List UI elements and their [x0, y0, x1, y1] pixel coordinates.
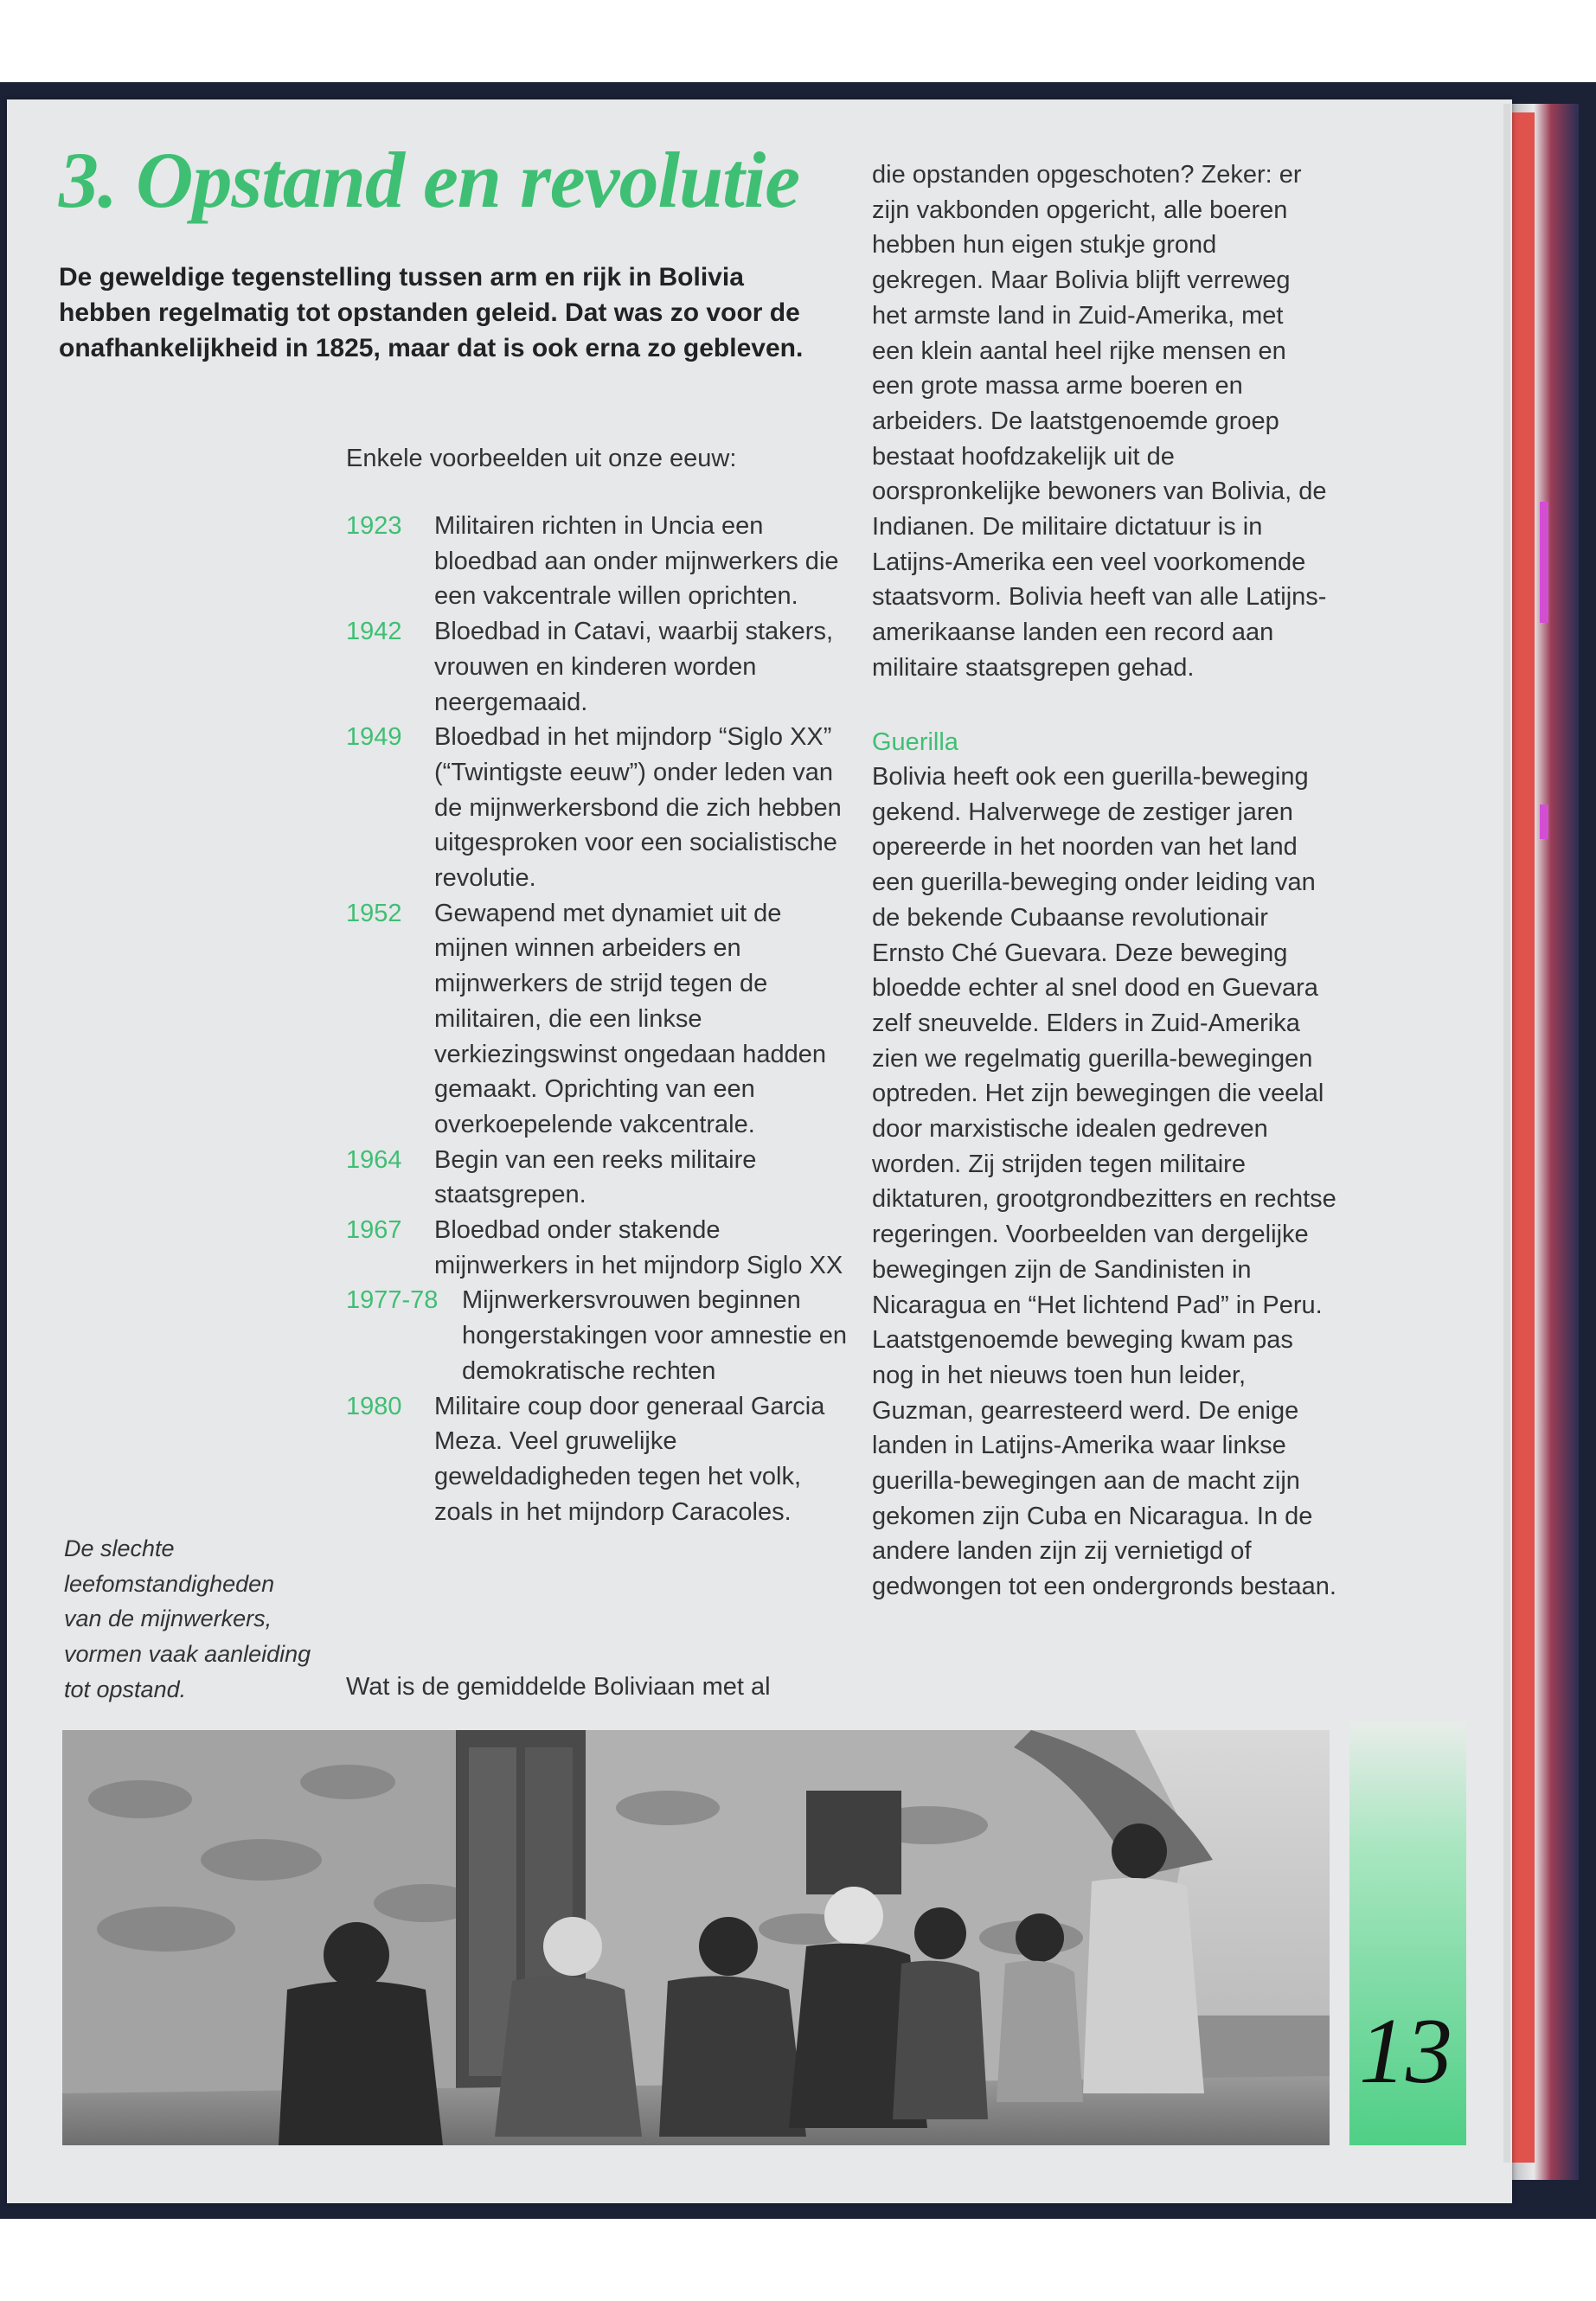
intro-paragraph: De geweldige tegenstelling tussen arm en rijk in Bolivia hebben regelmatig tot opstanden geleid. Dat was zo voor de onafhankelijkheid in 1825, maar dat is ook erna zo gebleven.	[59, 263, 804, 362]
miners-photo-illustration	[62, 1730, 1330, 2145]
page-edge-tab	[1540, 804, 1548, 839]
miners-photo	[62, 1730, 1330, 2145]
event-text: Bloedbad in Catavi, waarbij stakers, vrouwen en kinderen worden neergemaaid.	[434, 618, 834, 716]
event-text: Begin van een reeks militaire staatsgrepen.	[434, 1145, 757, 1209]
photo-caption: De slechte leefomstandigheden van de mijnwerkers, vormen vaak aanleiding tot opstand.	[64, 1535, 311, 1702]
closing-line: Wat is de gemiddelde Boliviaan met al	[346, 1673, 771, 1701]
event-year: 1964	[346, 1145, 402, 1174]
event-year: 1967	[346, 1216, 402, 1245]
section-heading-guerilla: Guerilla	[872, 728, 958, 756]
event-row	[346, 614, 848, 720]
page-title: 3. Opstand en revolutie	[59, 136, 800, 224]
event-text: Bloedbad onder stakende mijnwerkers in het mijndorp Siglo XX	[434, 1216, 843, 1279]
event-year: 1980	[346, 1392, 402, 1420]
event-year: 1977-78	[346, 1286, 439, 1315]
event-list	[346, 509, 848, 1529]
event-text: Mijnwerkersvrouwen beginnen hongerstakingen voor amnestie en demokratische rechten	[462, 1286, 847, 1385]
event-row	[346, 896, 848, 1143]
event-text: Bloedbad in het mijndorp “Siglo XX” (“Twintigste eeuw”) onder leden van de mijnwerkersbond die zich hebben uitgesproken voor een socialistische revolutie.	[434, 723, 842, 893]
event-row	[346, 509, 848, 614]
event-year: 1923	[346, 512, 402, 540]
event-text: Gewapend met dynamiet uit de mijnen winnen arbeiders en mijnwerkers de strijd tegen de militairen, die een linkse verkiezingswinst ongedaan hadden gemaakt. Oprichting van een overkoepelende vakcentrale.	[434, 899, 827, 1138]
event-text: Militaire coup door generaal Garcia Meza. Veel gruwelijke geweldadigheden tegen het volk, zoals in het mijndorp Caracoles.	[434, 1392, 825, 1526]
page-number: 13	[1359, 2000, 1452, 2103]
event-year: 1952	[346, 899, 402, 927]
page-side-strip	[1503, 104, 1510, 2163]
event-row	[346, 1213, 848, 1283]
examples-intro: Enkele voorbeelden uit onze eeuw:	[346, 445, 737, 472]
page-edge-tab	[1540, 502, 1548, 623]
event-year: 1942	[346, 618, 402, 646]
event-text: Militairen richten in Uncia een bloedbad aan onder mijnwerkers die een vakcentrale willen oprichten.	[434, 512, 839, 611]
event-year: 1949	[346, 723, 402, 752]
event-row	[346, 1283, 848, 1388]
event-row	[346, 1389, 848, 1530]
right-column-text: die opstanden opgeschoten? Zeker: er zijn vakbonden opgericht, alle boeren hebben hun eigen stukje grond gekregen. Maar Bolivia blijft verreweg het armste land in Zuid-Amerika, met een klein aantal heel rijke mensen en een grote massa arme boeren en arbeiders. De laatstgenoemde groep bestaat hoofdzakelijk uit de oorspronkelijke bewoners van Bolivia, de Indianen. De militaire dictatuur is in Latijns-Amerika een veel voorkomende staatsvorm. Bolivia heeft van alle Latijns-amerikaanse landen een record aan militaire staatsgrepen gehad.	[872, 161, 1327, 682]
event-row	[346, 1143, 848, 1213]
event-row	[346, 720, 848, 896]
guerilla-paragraph: Bolivia heeft ook een guerilla-beweging gekend. Halverwege de zestiger jaren opereerde in het noorden van het land een guerilla-beweging onder leiding van de bekende Cubaanse revolutionair Ernsto Ché Guevara. Deze beweging bloedde echter al snel dood en Guevara zelf sneuvelde. Elders in Zuid-Amerika zien we regelmatig guerilla-bewegingen optreden. Het zijn bewegingen die veelal door marxistische idealen gedreven worden. Zij strijden tegen militaire diktaturen, grootgrondbezitters en rechtse regeringen. Voorbeelden van dergelijke bewegingen zijn de Sandinisten in Nicaragua en “Het lichtend Pad” in Peru. Laatstgenoemde beweging kwam pas nog in het nieuws toen hun leider, Guzman, gearresteerd werd. De enige landen in Latijns-Amerika waar linkse guerilla-bewegingen aan de macht zijn gekomen zijn Cuba en Nicaragua. In de andere landen zijn zij vernietigd of gedwongen tot een ondergronds bestaan.	[872, 763, 1336, 1601]
